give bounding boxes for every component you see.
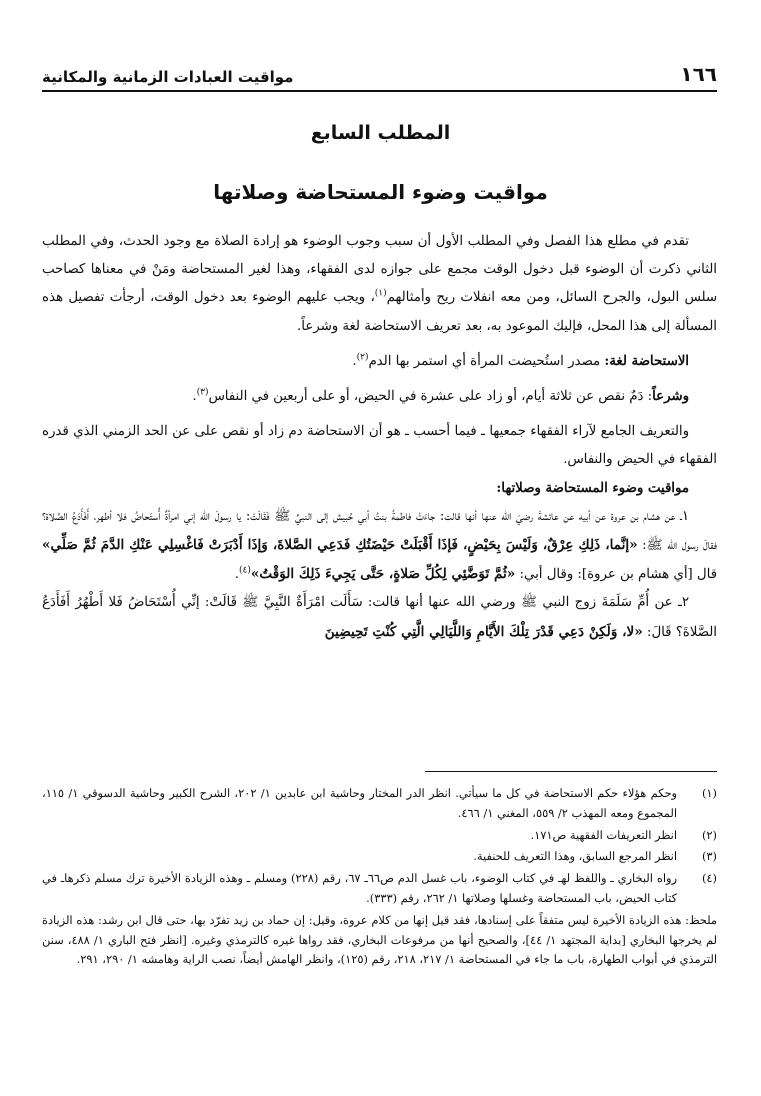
hadith-1-mid: قال [أي هشام بن عروة]: وقال أبي: (515, 567, 717, 583)
shar-definition (42, 383, 717, 411)
lang-definition (42, 348, 717, 376)
hadith-1-intro: ١ـ عن هشام بن عروة عن أبيه عن عائشةَ رضيَ الله عنها أنها قالت: جاءَتْ فاطمةُ بنتُ أبي حُبيش إلى النبيِّ ﷺ فَقَالَتْ: يا رسولَ الله إني امرأةٌ أُستَحاضُ فلا أطهر، أَفَأَدَعُ الصَّلاة؟ فقالَ رسول الله ﷺ: (42, 508, 717, 554)
page-number: ١٦٦ (680, 62, 717, 86)
footnote-divider (425, 771, 717, 772)
running-header (42, 58, 717, 92)
footnote-text: انظر المرجع السابق، وهذا التعريف للحنفية. (473, 849, 677, 864)
lang-end: . (352, 353, 357, 369)
footnote-ref-2: (٢) (356, 352, 369, 363)
shar-def-text: : دَمٌ نقص عن ثلاثة أيام، أو زاد على عشرة في الحيض، أو على أربعين في النفاس (208, 389, 653, 405)
intro-paragraph (42, 228, 717, 341)
hadith-1 (42, 503, 717, 590)
hadith-1-quote-2: «ثُمَّ تَوَضَّئِي لِكُلِّ صَلاةٍ، حَتَّى يَجِيءَ ذَلِكَ الوَقْتُ» (250, 566, 516, 583)
combined-definition: والتعريف الجامع لآراء الفقهاء جمعيها ـ فيما أحسب ـ هو أن الاستحاضة دم زاد أو نقص على عن الحد الزمني الذي قدره الفقهاء في الحيض والنفاس. (42, 424, 717, 468)
chapter-title: مواقيت وضوء المستحاضة وصلاتها (213, 180, 548, 204)
section-title: المطلب السابع (310, 122, 451, 144)
intro-text: تقدم في مطلع هذا الفصل وفي المطلب الأول أن سبب وجوب الوضوء هو إرادة الصلاة مع وجود الحدث، وفي المطلب الثاني ذكرت أن الوضوء قبل دخول الوقت مجمع على جوازه لدى الفقهاء، وهذا لغير المستحاضة ومَنْ في معناها كصاحب سلس البول، والجرح السائل، ومن معه انفلات ريح وأمثالهم (42, 234, 718, 306)
footnote-4 (42, 869, 717, 909)
footnote-text: انظر التعريفات الفقهية ص١٧١. (530, 827, 677, 842)
intro-text-cont: ، ويجب عليهم الوضوء بعد دخول الوقت، أرجأت تفصيل هذه المسألة إلى هذا المحل، فإليك الموعود به، بعد تعريف الاستحاضة لغة وشرعاً. (42, 290, 717, 334)
footnote-1 (42, 784, 717, 824)
hadith-2-intro: ٢ـ عن أُمِّ سَلَمَةَ زوج النبي ﷺ ورضي الله عنها أنها قالت: سَأَلَت امْرَأَةٌ النَّبِيَّ ﷺ قَالَتْ: إنِّي أُسْتَحَاضُ فَلا أَطْهُرُ أَفَأَدَعُ الصَّلاةَ؟ قَالَ: (42, 595, 717, 640)
footnote-number: (٣) (701, 849, 717, 864)
shar-end: . (192, 389, 197, 405)
main-text (42, 228, 717, 647)
lang-label: الاستحاضة لغة: (604, 353, 689, 369)
hadith-1-end: . (234, 567, 240, 583)
footnote-text: رواه البخاري ـ واللفظ لهـ في كتاب الوضوء، باب غسل الدم ص٦٦ـ ٦٧، رقم (٢٢٨) ومسلم ـ وهذه الزيادة الأخيرة ترك مسلم ذكرهاـ في كتاب الحيض، باب المستحاضة وغسلها وصلاتها ١/ ٢٦٢، رقم (٣٣٣). (42, 871, 677, 905)
footnote-text: وحكم هؤلاء حكم الاستحاضة في كل ما سيأتي. انظر الدر المختار وحاشية ابن عابدين ١/ ٢٠٢، الشرح الكبير وحاشية الدسوقي ١/ ١١٥، المجموع ومعه المهذب ٢/ ٥٥٩، المغني ١/ ٤٦٦. (42, 786, 677, 820)
footnote-2 (42, 826, 717, 846)
footnote-ref-4: (٤) (239, 565, 251, 576)
footnote-ref-3: (٣) (196, 387, 209, 398)
footnote-3 (42, 847, 717, 867)
footnote-number: (٢) (701, 827, 717, 842)
running-title: مواقيت العبادات الزمانية والمكانية (42, 68, 294, 86)
subheading: مواقيت وضوء المستحاضة وصلاتها: (496, 480, 689, 496)
hadith-2-quote: «لا، وَلَكِنْ دَعِي قَدْرَ تِلْكَ الأَيَّامِ وَاللَّيَالِي الَّتِي كُنْتِ تَحِيضِينَ (324, 623, 643, 640)
footnote-note: ملحظ: هذه الزيادة الأخيرة ليس متفقاً على إسنادها، فقد قيل إنها من كلام عروة، وقيل: إن حماد بن زيد تفرّد بها، حتى قال ابن رشد: هذه الزيادة لم يخرجها البخاري [بداية المجتهد ١/ ٤٤]، والصحيح أنها من مرفوعات البخاري، فقد رواها غيره كالترمذي وغيره. [انظر فتح الباري ١/ ٤٨٨، سنن الترمذي في أبواب الطهارة، باب ما جاء في المستحاضة ١/ ٢١٧، ٢١٨، رقم (١٢٥)، وانظر الهامش أيضاً، نصب الراية وهامشه ١/ ٢٩٠، ٢٩١. (42, 912, 717, 967)
hadith-1-quote: «إنَّما، ذَلِكِ عِرْقٌ، وَلَيْسَ بِحَيْضٍ، فَإذَا أَقْبَلَتْ حَيْضَتُكِ فَدَعِي الصَّلاةَ، وَإذَا أَدْبَرَتْ فَاغْسِلِي عَنْكِ الدَّمَ ثُمَّ صَلِّي» (42, 537, 638, 554)
footnote-ref-1: (١) (374, 288, 387, 299)
footnote-number: (٤) (701, 871, 717, 886)
footnotes (42, 784, 717, 970)
lang-def-text: مصدر استُحيضت المرأة أي استمر بها الدم (368, 353, 605, 369)
footnote-number: (١) (701, 786, 717, 800)
shar-label: وشرعاً (652, 389, 689, 405)
hadith-2 (42, 589, 717, 646)
